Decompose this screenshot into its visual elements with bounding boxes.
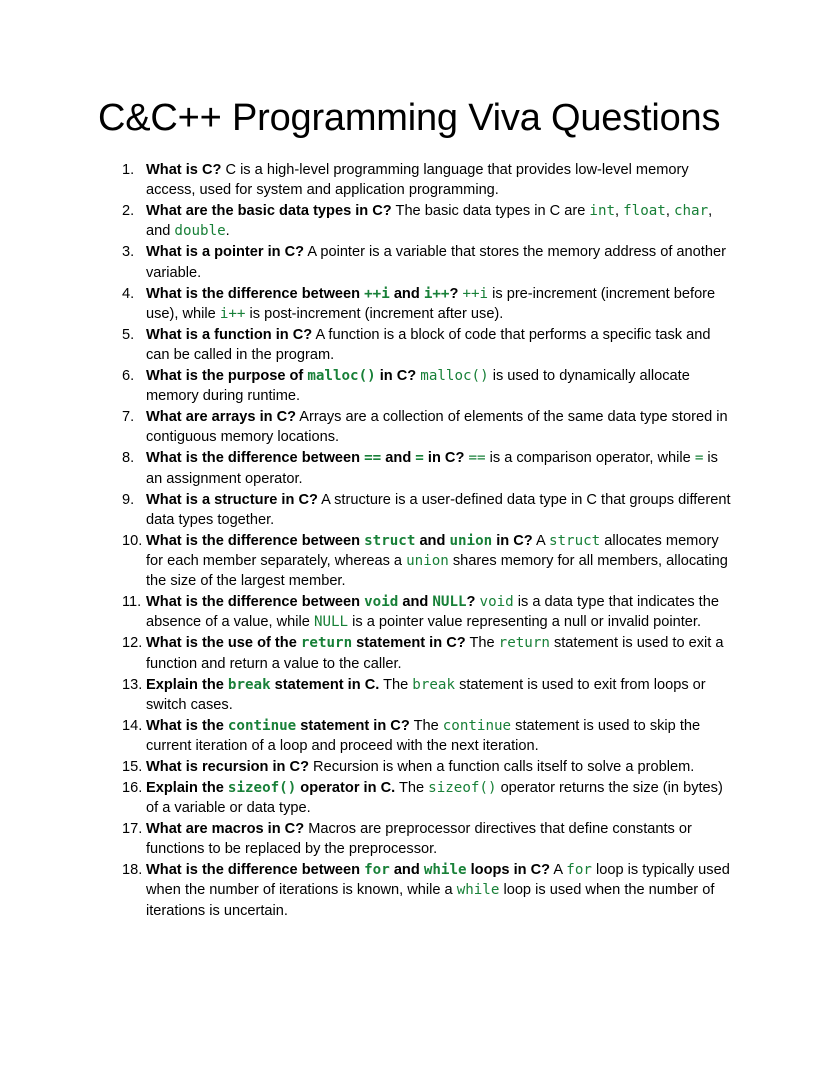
question-item <box>122 531 734 592</box>
question-number: 7. <box>122 409 135 426</box>
answer-text: The <box>469 635 499 652</box>
page-title: C&C++ Programming Viva Questions <box>98 97 721 139</box>
answer-text: The basic data types in C are <box>395 203 590 220</box>
answer-text: A <box>553 862 567 879</box>
answer-text: A <box>535 532 549 549</box>
inline-code: struct <box>548 532 601 549</box>
answer-text: , <box>615 203 624 220</box>
question-heading <box>146 759 309 775</box>
answer-text: statement is used to exit a function and return a value to the caller. <box>146 635 724 672</box>
question-heading <box>146 821 304 837</box>
answer-text: . <box>225 223 230 240</box>
inline-code: void <box>364 594 399 611</box>
inline-code: while <box>456 882 500 899</box>
question-item <box>122 675 734 716</box>
question-body <box>146 162 689 198</box>
question-body <box>146 821 692 857</box>
inline-code: for <box>364 862 390 879</box>
question-number: 15. <box>122 758 143 775</box>
answer-text: shares memory for all members, allocating the size of the largest member. <box>146 552 728 590</box>
question-body <box>146 780 723 816</box>
answer-text: Recursion is when a function calls itself to solve a problem. <box>313 758 695 775</box>
answer-text: The <box>413 717 443 734</box>
inline-code: for <box>566 862 592 879</box>
question-body <box>146 718 700 754</box>
question-number: 1. <box>122 162 135 178</box>
answer-text: allocates memory for each member separately, whereas a <box>146 532 719 569</box>
question-number: 10. <box>122 532 143 549</box>
question-body <box>146 450 718 486</box>
answer-text: operator returns the size (in bytes) of a variable or data type. <box>146 779 723 817</box>
question-item <box>122 366 734 407</box>
question-number: 9. <box>122 491 135 508</box>
question-text: Explain the <box>146 676 228 693</box>
answer-text: , and <box>146 203 713 240</box>
question-heading <box>146 780 395 796</box>
question-text: and <box>415 532 450 549</box>
question-body <box>146 203 712 239</box>
inline-code: float <box>623 203 666 220</box>
inline-code: union <box>449 532 493 549</box>
question-text: statement in C? <box>296 717 410 734</box>
inline-code: ++i <box>462 285 489 302</box>
answer-text: The <box>383 676 413 693</box>
question-item <box>122 778 734 819</box>
question-item <box>122 242 734 283</box>
question-text: What is the difference between <box>146 862 365 879</box>
question-heading <box>146 244 304 260</box>
question-number: 8. <box>122 450 135 467</box>
question-text: What is the use of the <box>146 635 301 652</box>
answer-text: C is a high-level programming language that provides low-level memory access, used for system and application programming. <box>146 162 689 199</box>
answer-text: is an assignment operator. <box>146 450 718 487</box>
question-body <box>146 409 728 445</box>
answer-text: loop is typically used when the number of iterations is known, while a <box>146 862 730 899</box>
question-heading <box>146 286 458 302</box>
question-item <box>122 716 734 757</box>
question-text: ? <box>466 594 476 611</box>
question-text: statement in C? <box>352 635 466 652</box>
inline-code: double <box>174 223 226 240</box>
question-number: 2. <box>122 203 135 220</box>
question-text: What is C? <box>146 162 222 178</box>
question-number: 6. <box>122 367 135 384</box>
question-heading <box>146 594 475 610</box>
question-text: operator in C. <box>296 779 396 796</box>
question-heading <box>146 862 550 878</box>
question-number: 17. <box>122 821 143 837</box>
question-text: in C? <box>375 367 417 384</box>
answer-text: is post-increment (increment after use). <box>245 305 504 322</box>
inline-code: break <box>227 676 271 693</box>
question-heading <box>146 533 533 549</box>
question-heading <box>146 635 466 651</box>
question-item <box>122 819 734 860</box>
inline-code: int <box>589 203 616 220</box>
inline-code: = <box>415 450 424 467</box>
inline-code: continue <box>442 717 512 734</box>
inline-code: NULL <box>313 614 349 631</box>
question-number: 14. <box>122 717 143 734</box>
answer-text: loop is used when the number of iterations is uncertain. <box>146 882 715 919</box>
question-text: in C? <box>423 450 465 467</box>
inline-code: malloc() <box>307 367 376 384</box>
answer-text: statement is used to exit from loops or switch cases. <box>146 676 706 713</box>
answer <box>146 162 689 198</box>
question-heading <box>146 492 318 508</box>
inline-code: == <box>468 450 486 467</box>
inline-code: break <box>412 676 456 693</box>
question-number: 11. <box>122 594 142 611</box>
inline-code: malloc() <box>420 367 489 384</box>
question-body <box>146 492 731 528</box>
question-text: What is the difference between <box>146 594 365 611</box>
question-text: and <box>381 450 416 467</box>
question-item <box>122 325 734 366</box>
question-body <box>146 594 719 630</box>
question-text: Explain the <box>146 779 228 796</box>
question-text: What is a structure in C? <box>146 491 318 508</box>
question-text: What is a function in C? <box>146 326 313 343</box>
inline-code: union <box>406 552 449 569</box>
question-heading <box>146 368 416 384</box>
answer-text: is a data type that indicates the absence of a value, while <box>146 594 719 631</box>
inline-code: ++i <box>364 285 390 302</box>
answer-text: Arrays are a collection of elements of the same data type stored in contiguous memory locations. <box>146 409 728 446</box>
inline-code: char <box>673 203 709 220</box>
question-text: What are arrays in C? <box>146 409 297 426</box>
inline-code: i++ <box>423 285 450 302</box>
question-text: ? <box>449 285 459 302</box>
question-text: in C? <box>492 532 533 549</box>
answer-text: statement is used to skip the current iteration of a loop and proceed with the next iteration. <box>146 717 701 755</box>
question-item <box>122 201 734 242</box>
question-heading <box>146 450 464 466</box>
question-body <box>146 244 726 280</box>
question-body <box>146 635 724 671</box>
answer-text: is pre-increment (increment before use), while <box>146 285 716 322</box>
inline-code: return <box>498 635 550 652</box>
question-text: What is the difference between <box>146 532 365 549</box>
answer <box>313 759 694 775</box>
question-number: 12. <box>122 635 143 652</box>
question-text: What is the purpose of <box>146 367 308 384</box>
question-heading <box>146 203 392 219</box>
answer-text: A pointer is a variable that stores the memory address of another variable. <box>146 244 726 281</box>
question-number: 3. <box>122 244 135 261</box>
inline-code: NULL <box>432 594 467 611</box>
answer-text: The <box>398 779 429 796</box>
question-body <box>146 677 706 713</box>
question-text: What is the difference between <box>146 450 365 467</box>
inline-code: = <box>694 450 704 467</box>
question-item <box>122 160 734 201</box>
question-item <box>122 633 734 674</box>
question-body <box>146 286 715 322</box>
question-body <box>146 327 711 363</box>
answer-text: , <box>665 203 674 220</box>
question-item <box>122 757 734 777</box>
inline-code: i++ <box>219 305 246 322</box>
questions-list <box>122 160 734 921</box>
answer-text: is a comparison operator, while <box>485 450 695 467</box>
question-body <box>146 759 694 775</box>
answer-text: Macros are preprocessor directives that define constants or functions to be replaced by the preprocessor. <box>146 821 692 858</box>
question-item <box>122 860 734 921</box>
question-text: What is the <box>146 717 228 734</box>
inline-code: while <box>423 862 467 879</box>
question-text: What are macros in C? <box>146 821 305 837</box>
question-text: What is a pointer in C? <box>146 244 305 261</box>
question-heading <box>146 677 379 693</box>
question-number: 13. <box>122 676 143 693</box>
question-text: and <box>389 285 424 302</box>
question-item <box>122 490 734 531</box>
inline-code: void <box>479 594 514 611</box>
question-text: What is the difference between <box>146 285 365 302</box>
question-heading <box>146 327 312 343</box>
question-item <box>122 284 734 325</box>
question-number: 18. <box>122 862 143 879</box>
question-heading <box>146 162 221 178</box>
answer-text: is a pointer value representing a null or invalid pointer. <box>348 614 702 631</box>
inline-code: sizeof() <box>428 779 497 796</box>
question-item <box>122 448 734 489</box>
inline-code: continue <box>227 717 297 734</box>
question-body <box>146 862 730 919</box>
answer-text: is used to dynamically allocate memory during runtime. <box>146 367 690 405</box>
question-heading <box>146 718 410 734</box>
answer-text: A structure is a user-defined data type in C that groups different data types together. <box>146 491 731 528</box>
question-heading <box>146 409 296 425</box>
inline-code: struct <box>364 532 416 549</box>
question-text: What is recursion in C? <box>146 758 309 775</box>
question-item <box>122 407 734 448</box>
question-number: 5. <box>122 326 135 343</box>
question-body <box>146 368 690 404</box>
question-text: statement in C. <box>270 676 380 693</box>
inline-code: sizeof() <box>227 779 297 796</box>
question-number: 16. <box>122 779 143 796</box>
question-number: 4. <box>122 285 135 302</box>
inline-code: return <box>300 635 353 652</box>
question-text: and <box>398 594 433 611</box>
question-text: What are the basic data types in C? <box>146 203 392 220</box>
answer-text: A function is a block of code that performs a specific task and can be called in the program. <box>146 326 711 364</box>
question-text: and <box>389 862 424 879</box>
question-body <box>146 533 728 590</box>
question-text: loops in C? <box>466 862 551 879</box>
inline-code: == <box>364 450 382 467</box>
question-item <box>122 592 734 633</box>
